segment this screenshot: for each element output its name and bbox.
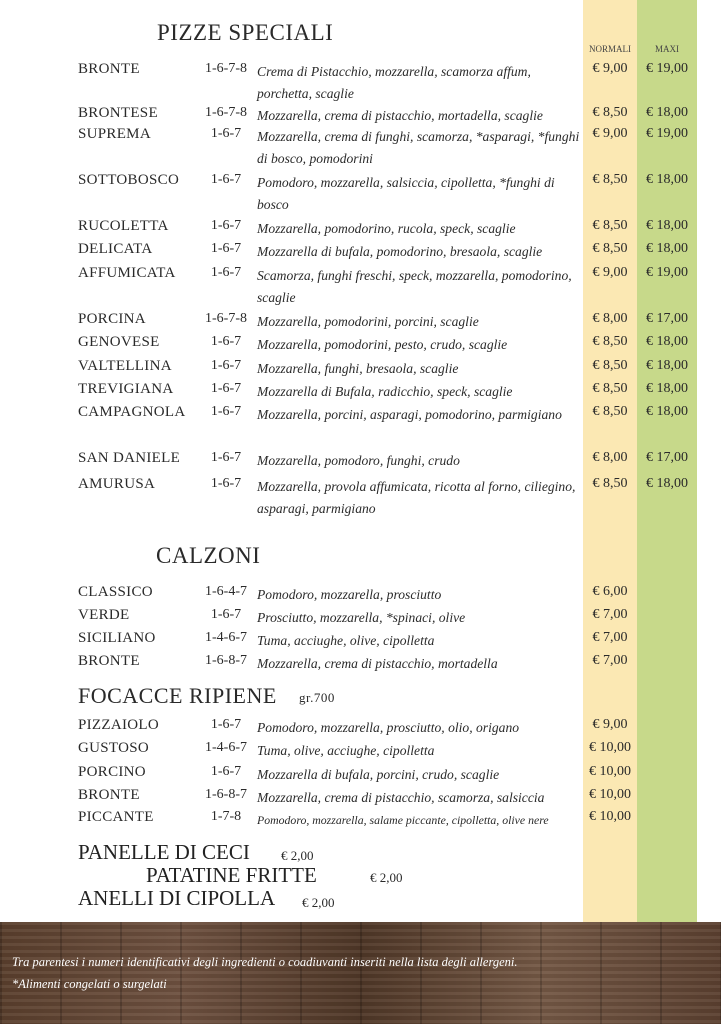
- normal-column-header: NORMALI: [589, 44, 631, 54]
- menu-item-name: SOTTOBOSCO: [78, 172, 180, 188]
- menu-item-name: CAMPAGNOLA: [78, 404, 186, 420]
- price-normal: € 7,00: [592, 607, 628, 622]
- menu-item-name: GUSTOSO: [78, 740, 150, 756]
- price-normal: € 10,00: [589, 764, 631, 779]
- menu-item-name: PIZZAIOLO: [78, 717, 160, 733]
- price-maxi: € 18,00: [646, 105, 688, 120]
- allergen-codes: 1-6-7-8: [205, 61, 247, 76]
- allergen-codes: 1-6-7: [210, 717, 242, 732]
- ingredients-description: Pomodoro, mozzarella, prosciutto: [257, 587, 442, 602]
- allergen-codes: 1-6-8-7: [205, 653, 247, 668]
- ingredients-description: Mozzarella, porcini, asparagi, pomodorino, parmigiano: [257, 407, 562, 422]
- allergen-codes: 1-4-6-7: [205, 630, 247, 645]
- price-normal: € 9,00: [592, 265, 628, 280]
- menu-item-name: DELICATA: [78, 241, 153, 257]
- price-normal: € 8,50: [592, 476, 628, 491]
- menu-item-name: PICCANTE: [78, 809, 154, 825]
- menu-item-name: BRONTE: [78, 61, 140, 77]
- allergen-codes: 1-6-7: [210, 607, 242, 622]
- price-normal: € 9,00: [592, 717, 628, 732]
- price-maxi: € 19,00: [646, 265, 688, 280]
- price-normal: € 10,00: [589, 740, 631, 755]
- price-normal: € 8,50: [592, 172, 628, 187]
- price-maxi: € 19,00: [646, 126, 688, 141]
- allergen-codes: 1-6-7: [210, 241, 242, 256]
- price-maxi: € 18,00: [646, 218, 688, 233]
- price-maxi: € 18,00: [646, 358, 688, 373]
- menu-item-name: RUCOLETTA: [78, 218, 169, 234]
- price-normal: € 9,00: [592, 61, 628, 76]
- extra-anelli-price: € 2,00: [302, 895, 335, 910]
- focacce-weight: gr.700: [299, 690, 335, 705]
- calzoni-title: CALZONI: [156, 543, 261, 568]
- menu-item-name: AMURUSA: [78, 476, 156, 492]
- price-maxi: € 18,00: [646, 172, 688, 187]
- ingredients-description: Mozzarella, pomodoro, funghi, crudo: [257, 453, 460, 468]
- extra-patatine-name: PATATINE FRITTE: [146, 863, 317, 887]
- price-normal: € 8,00: [592, 450, 628, 465]
- ingredients-description: Tuma, acciughe, olive, cipolletta: [257, 633, 435, 648]
- ingredients-description: Mozzarella di bufala, pomodorino, bresaola, scaglie: [257, 244, 543, 259]
- ingredients-description: Pomodoro, mozzarella, salsiccia, cipolletta, *funghi di bosco: [257, 175, 555, 212]
- price-normal: € 8,00: [592, 311, 628, 326]
- ingredients-description: Tuma, olive, acciughe, cipolletta: [257, 743, 435, 758]
- allergen-codes: 1-4-6-7: [205, 740, 247, 755]
- price-normal: € 8,50: [592, 381, 628, 396]
- menu-item-name: BRONTE: [78, 653, 140, 669]
- menu-item-name: BRONTESE: [78, 105, 158, 121]
- price-maxi: € 18,00: [646, 404, 688, 419]
- menu-item-name: PORCINO: [78, 764, 146, 780]
- ingredients-description: Mozzarella, provola affumicata, ricotta al forno, ciliegino, asparagi, parmigiano: [257, 479, 576, 516]
- menu-item-name: SICILIANO: [78, 630, 156, 646]
- menu-item-name: VERDE: [78, 607, 130, 623]
- extra-panelle-name: PANELLE DI CECI: [78, 840, 250, 864]
- ingredients-description: Mozzarella, pomodorino, rucola, speck, scaglie: [257, 221, 516, 236]
- price-normal: € 8,50: [592, 404, 628, 419]
- maxi-column-header: MAXI: [655, 44, 679, 54]
- ingredients-description: Mozzarella, pomodorini, pesto, crudo, scaglie: [257, 337, 508, 352]
- price-maxi: € 19,00: [646, 61, 688, 76]
- menu-item-name: CLASSICO: [78, 584, 153, 600]
- allergen-codes: 1-6-7: [210, 126, 242, 141]
- ingredients-description: Pomodoro, mozzarella, salame piccante, cipolletta, olive nere: [257, 813, 549, 827]
- allergen-codes: 1-6-7: [210, 404, 242, 419]
- price-normal: € 8,50: [592, 241, 628, 256]
- focacce-title: FOCACCE RIPIENE: [78, 683, 277, 708]
- ingredients-description: Mozzarella, crema di pistacchio, mortadella, scaglie: [257, 108, 543, 123]
- ingredients-description: Mozzarella, funghi, bresaola, scaglie: [257, 361, 459, 376]
- allergen-codes: 1-7-8: [210, 809, 242, 824]
- allergen-codes: 1-6-7-8: [205, 105, 247, 120]
- price-maxi: € 18,00: [646, 241, 688, 256]
- price-normal: € 8,50: [592, 218, 628, 233]
- ingredients-description: Mozzarella, crema di pistacchio, scamorza, salsiccia: [257, 790, 545, 805]
- allergen-codes: 1-6-7-8: [205, 311, 247, 326]
- allergen-codes: 1-6-7: [210, 381, 242, 396]
- price-maxi: € 18,00: [646, 334, 688, 349]
- allergen-codes: 1-6-7: [210, 450, 242, 465]
- price-normal: € 8,50: [592, 105, 628, 120]
- speciali-title: PIZZE SPECIALI: [157, 20, 334, 45]
- menu-item-name: VALTELLINA: [78, 358, 172, 374]
- extra-panelle-price: € 2,00: [281, 848, 314, 863]
- price-normal: € 6,00: [592, 584, 628, 599]
- menu-item-name: GENOVESE: [78, 334, 160, 350]
- ingredients-description: Scamorza, funghi freschi, speck, mozzarella, pomodorino, scaglie: [257, 268, 572, 305]
- allergen-codes: 1-6-7: [210, 476, 242, 491]
- extra-anelli-name: ANELLI DI CIPOLLA: [78, 886, 276, 910]
- price-normal: € 9,00: [592, 126, 628, 141]
- allergen-codes: 1-6-4-7: [205, 584, 247, 599]
- ingredients-description: Mozzarella, pomodorini, porcini, scaglie: [257, 314, 479, 329]
- price-normal: € 7,00: [592, 630, 628, 645]
- wood-footer: [0, 922, 721, 1024]
- menu-item-name: AFFUMICATA: [78, 265, 176, 281]
- price-normal: € 8,50: [592, 358, 628, 373]
- price-maxi: € 18,00: [646, 476, 688, 491]
- allergen-codes: 1-6-7: [210, 218, 242, 233]
- ingredients-description: Mozzarella, crema di pistacchio, mortadella: [257, 656, 498, 671]
- price-normal: € 7,00: [592, 653, 628, 668]
- menu-item-name: BRONTE: [78, 787, 140, 803]
- allergen-codes: 1-6-8-7: [205, 787, 247, 802]
- menu-item-name: SAN DANIELE: [78, 450, 181, 466]
- ingredients-description: Mozzarella di bufala, porcini, crudo, scaglie: [257, 767, 500, 782]
- ingredients-description: Crema di Pistacchio, mozzarella, scamorza affum, porchetta, scaglie: [257, 64, 531, 101]
- ingredients-description: Mozzarella di Bufala, radicchio, speck, scaglie: [257, 384, 513, 399]
- extra-patatine-price: € 2,00: [370, 870, 403, 885]
- price-maxi: € 17,00: [646, 450, 688, 465]
- allergen-note: Tra parentesi i numeri identificativi degli ingredienti o coadiuvanti inseriti nella lista degli allergeni.: [12, 955, 518, 969]
- ingredients-description: Pomodoro, mozzarella, prosciutto, olio, origano: [257, 720, 520, 735]
- allergen-codes: 1-6-7: [210, 358, 242, 373]
- menu-item-name: PORCINA: [78, 311, 146, 327]
- frozen-note: *Alimenti congelati o surgelati: [12, 977, 167, 991]
- price-maxi: € 17,00: [646, 311, 688, 326]
- allergen-codes: 1-6-7: [210, 265, 242, 280]
- allergen-codes: 1-6-7: [210, 334, 242, 349]
- ingredients-description: Prosciutto, mozzarella, *spinaci, olive: [257, 610, 466, 625]
- allergen-codes: 1-6-7: [210, 172, 242, 187]
- price-maxi: € 18,00: [646, 381, 688, 396]
- allergen-codes: 1-6-7: [210, 764, 242, 779]
- price-normal: € 8,50: [592, 334, 628, 349]
- price-normal: € 10,00: [589, 787, 631, 802]
- ingredients-description: Mozzarella, crema di funghi, scamorza, *asparagi, *funghi di bosco, pomodorini: [257, 129, 580, 166]
- menu-item-name: SUPREMA: [78, 126, 151, 142]
- menu-item-name: TREVIGIANA: [78, 381, 174, 397]
- price-normal: € 10,00: [589, 809, 631, 824]
